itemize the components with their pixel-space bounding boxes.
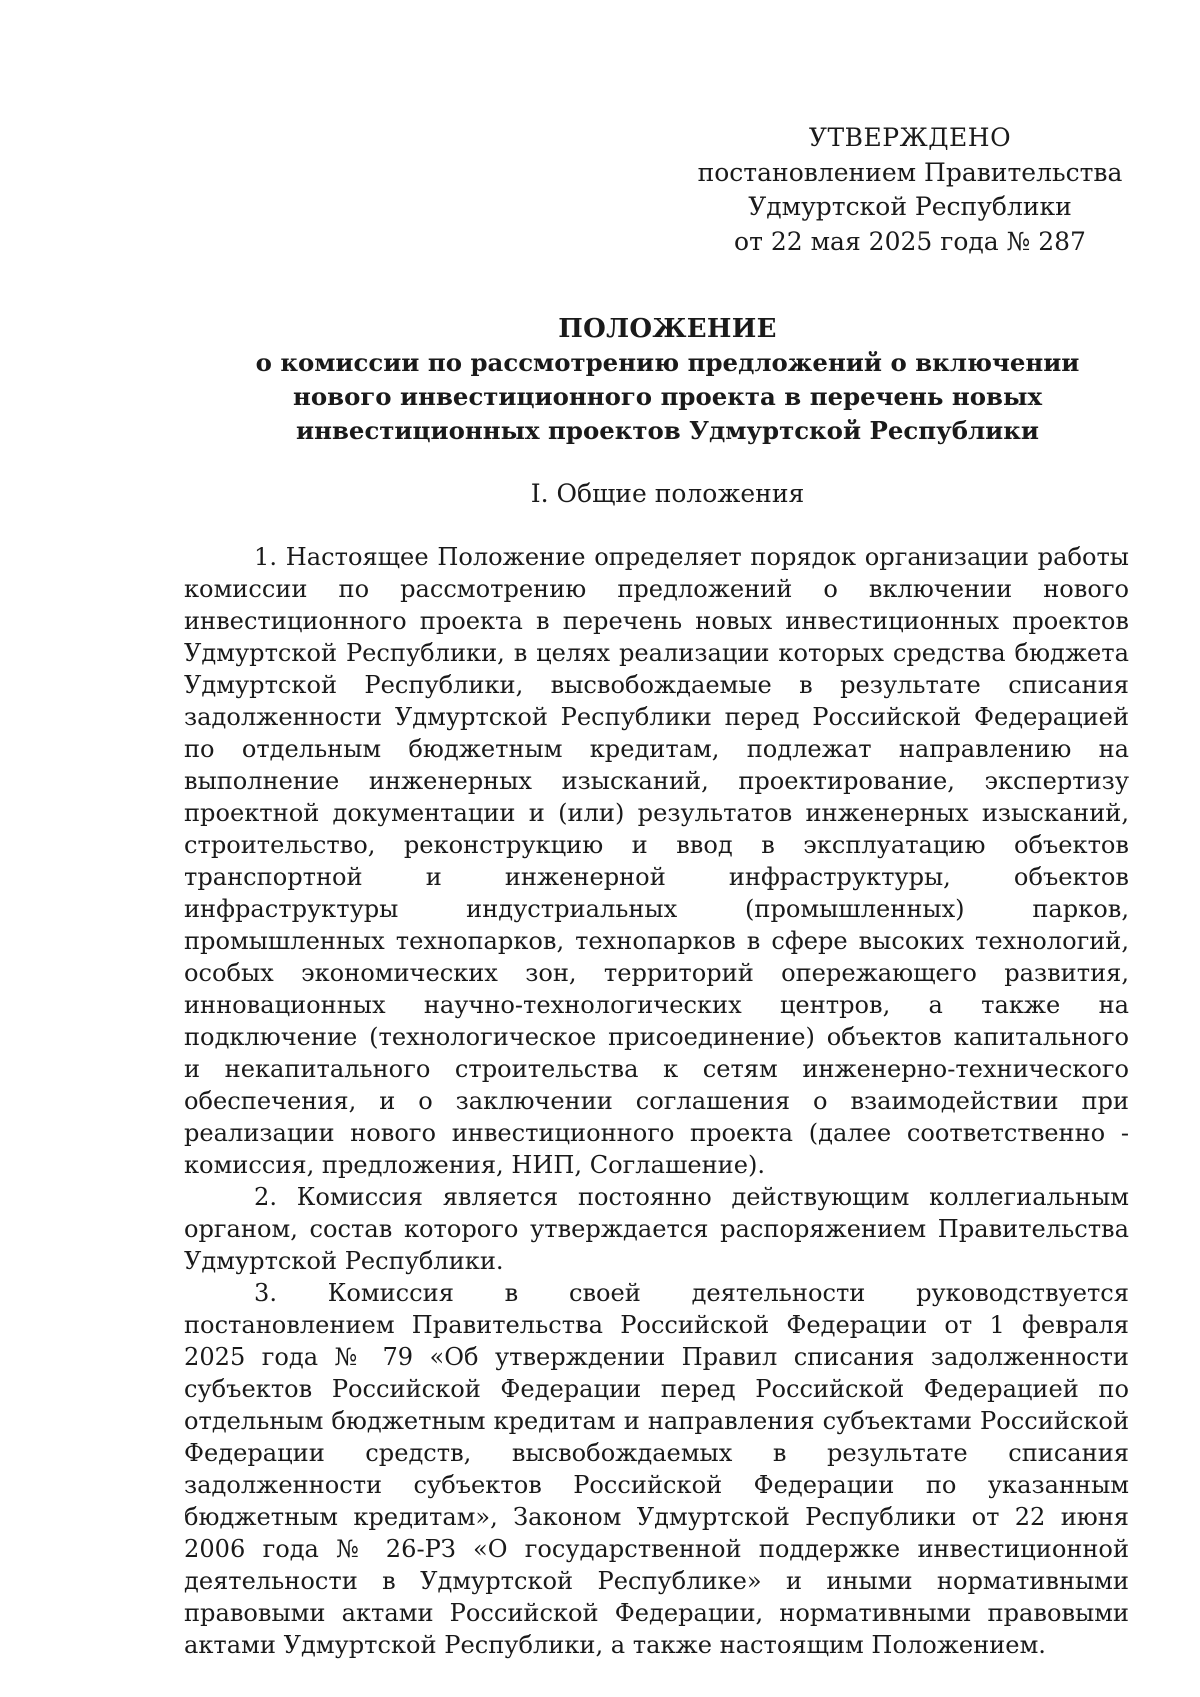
approval-stamp — [690, 121, 1130, 259]
section-heading: I. Общие положения — [530, 479, 805, 508]
paragraph-1: 1. Настоящее Положение определяет порядок организации работы комиссии по рассмотрению предложений о включении нового инвестиционного проекта в перечень новых инвестиционных проектов Удмуртской Республики, в целях реализации которых средства бюджета Удмуртской Республики, высвобождаемые в результате списания задолженности Удмуртской Республики перед Российской Федерацией по отдельным бюджетным кредитам, подлежат направлению на выполнение инженерных изысканий, проектирование, экспертизу проектной документации и (или) результатов инженерных изысканий, строительство, реконструкцию и ввод в эксплуатацию объектов транспортной и инженерной инфраструктуры, объектов инфраструктуры индустриальных (промышленных) парков, промышленных технопарков, технопарков в сфере высоких технологий, особых экономических зон, территорий опережающего развития, инновационных научно-технологических центров, а также на подключение (технологическое присоединение) объектов капитального и некапитального строительства к сетям инженерно-технического обеспечения, и о заключении соглашения о взаимодействии при реализации нового инвестиционного проекта (далее соответственно - комиссия, предложения, НИП, Соглашение). — [184, 543, 1129, 1179]
title-main: ПОЛОЖЕНИЕ — [558, 314, 777, 344]
document-title — [150, 312, 1185, 448]
title-line-3: инвестиционных проектов Удмуртской Республики — [296, 416, 1039, 445]
title-line-1: о комиссии по рассмотрению предложений о включении — [255, 348, 1080, 377]
paragraph-3: 3. Комиссия в своей деятельности руководствуется постановлением Правительства Российской Федерации от 1 февраля 2025 года № 79 «Об утверждении Правил списания задолженности субъектов Российской Федерации перед Российской Федерацией по отдельным бюджетным кредитам и направления субъектами Российской Федерации средств, высвобождаемых в результате списания задолженности субъектов Российской Федерации по указанным бюджетным кредитам», Законом Удмуртской Республики от 22 июня 2006 года № 26-РЗ «О государственной поддержке инвестиционной деятельности в Удмуртской Республике» и иными нормативными правовыми актами Российской Федерации, нормативными правовыми актами Удмуртской Республики, а также настоящим Положением. — [184, 1279, 1129, 1659]
title-line-2: нового инвестиционного проекта в перечень новых — [293, 382, 1042, 411]
approval-heading: УТВЕРЖДЕНО — [808, 123, 1012, 152]
approval-line-1: постановлением Правительства — [697, 157, 1123, 187]
document-body — [184, 541, 1129, 1661]
paragraph-2: 2. Комиссия является постоянно действующим коллегиальным органом, состав которого утверждается распоряжением Правительства Удмуртской Республики. — [184, 1183, 1129, 1275]
approval-line-2: Удмуртской Республики — [748, 192, 1072, 221]
approval-line-3: от 22 мая 2025 года № 287 — [734, 226, 1086, 256]
